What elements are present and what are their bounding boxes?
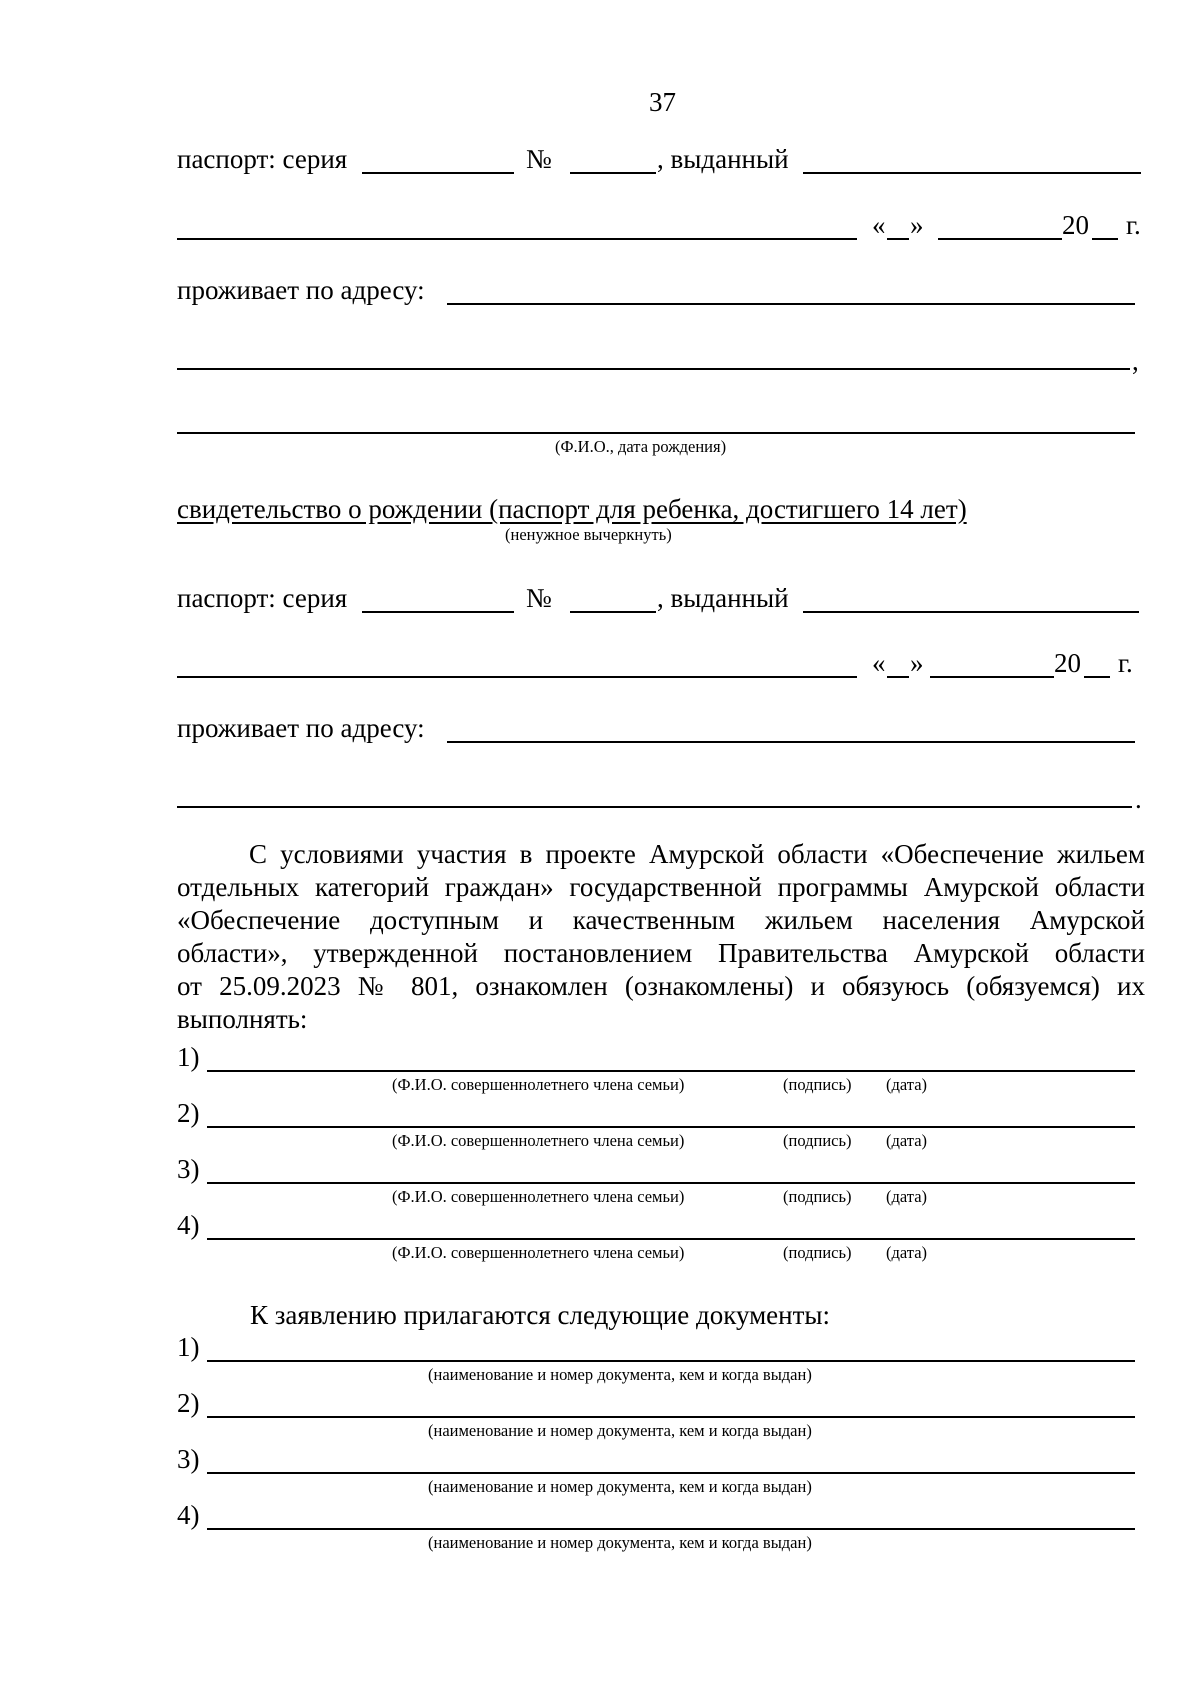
member-date-caption: (дата) [886, 1187, 928, 1206]
address-label: проживает по адресу: [177, 275, 425, 305]
issue-month-field-2[interactable] [930, 676, 1054, 678]
address-field-2-cont[interactable] [177, 806, 1132, 808]
date-close-quote-2: » [910, 648, 924, 678]
attachment-caption: (наименование и номер документа, кем и когда выдан) [428, 1421, 812, 1440]
member-fio-caption: (Ф.И.О. совершеннолетнего члена семьи) [392, 1243, 685, 1262]
address-field[interactable] [447, 303, 1135, 305]
year-prefix: 20 [1062, 210, 1089, 240]
year-suffix-2: г. [1118, 648, 1133, 678]
attachment-number: 3) [177, 1444, 200, 1474]
address-field-2[interactable] [447, 741, 1135, 743]
member-fio-caption: (Ф.И.О. совершеннолетнего члена семьи) [392, 1075, 685, 1094]
member-date-caption: (дата) [886, 1075, 928, 1094]
attachment-caption: (наименование и номер документа, кем и когда выдан) [428, 1365, 812, 1384]
agreement-paragraph [177, 838, 1145, 1036]
member-date-caption: (дата) [886, 1243, 928, 1262]
member-fio-caption: (Ф.И.О. совершеннолетнего члена семьи) [392, 1131, 685, 1150]
member-signature-caption: (подпись) [783, 1187, 852, 1206]
passport-number-field-2[interactable] [570, 611, 656, 613]
passport-issued-by-field[interactable] [803, 172, 1141, 174]
agreement-line-1: С условиями участия в проекте Амурской области «Обеспечение жильем [249, 839, 1145, 869]
attachment-caption: (наименование и номер документа, кем и когда выдан) [428, 1533, 812, 1552]
passport-issued-by-field-cont[interactable] [177, 238, 857, 240]
address-label-2: проживает по адресу: [177, 713, 425, 743]
member-number: 2) [177, 1098, 200, 1128]
passport-series-label: паспорт: серия [177, 144, 348, 174]
passport-number-label: № [526, 144, 552, 174]
member-number: 4) [177, 1210, 200, 1240]
member-date-caption: (дата) [886, 1131, 928, 1150]
address-comma: , [1132, 346, 1139, 376]
address-field-cont[interactable] [177, 368, 1130, 370]
year-suffix: г. [1126, 210, 1141, 240]
agreement-line-5: от 25.09.2023 № 801, ознакомлен (ознакомлены) и обязуюсь (обязуемся) их [177, 971, 1145, 1001]
agreement-line-4: области», утвержденной постановлением Правительства Амурской области [177, 938, 1145, 968]
fio-birthdate-caption: (Ф.И.О., дата рождения) [555, 437, 727, 456]
member-fio-field[interactable] [207, 1238, 1135, 1240]
member-fio-field[interactable] [207, 1182, 1135, 1184]
member-fio-field[interactable] [207, 1126, 1135, 1128]
member-fio-caption: (Ф.И.О. совершеннолетнего члена семьи) [392, 1187, 685, 1206]
issue-year-field[interactable] [1092, 238, 1118, 240]
passport-issued-by-field-2[interactable] [803, 611, 1139, 613]
passport-series-field-2[interactable] [362, 611, 514, 613]
attachment-field[interactable] [207, 1416, 1135, 1418]
passport-issued-label: , выданный [657, 144, 789, 174]
passport-number-field[interactable] [570, 172, 656, 174]
attachment-caption: (наименование и номер документа, кем и когда выдан) [428, 1477, 812, 1496]
attachment-number: 2) [177, 1388, 200, 1418]
issue-year-field-2[interactable] [1084, 676, 1110, 678]
attachment-number: 1) [177, 1332, 200, 1362]
passport-issued-label-2: , выданный [657, 583, 789, 613]
member-signature-caption: (подпись) [783, 1075, 852, 1094]
strike-note-caption: (ненужное вычеркнуть) [505, 525, 672, 544]
year-prefix-2: 20 [1054, 648, 1081, 678]
issue-month-field[interactable] [938, 238, 1062, 240]
attachments-heading: К заявлению прилагаются следующие документы: [250, 1300, 831, 1330]
member-number: 1) [177, 1042, 200, 1072]
issue-day-field[interactable] [887, 238, 909, 240]
attachment-field[interactable] [207, 1472, 1135, 1474]
member-number: 3) [177, 1154, 200, 1184]
member-signature-caption: (подпись) [783, 1243, 852, 1262]
date-close-quote: » [910, 210, 924, 240]
member-signature-caption: (подпись) [783, 1131, 852, 1150]
document-type-heading: свидетельство о рождении (паспорт для ребенка, достигшего 14 лет) [177, 494, 967, 524]
page-number: 37 [649, 87, 676, 117]
passport-number-label-2: № [526, 583, 552, 613]
passport-issued-by-field-2-cont[interactable] [177, 676, 857, 678]
date-open-quote: « [872, 210, 886, 240]
attachment-field[interactable] [207, 1528, 1135, 1530]
address-period: . [1135, 784, 1142, 814]
attachment-number: 4) [177, 1500, 200, 1530]
date-open-quote-2: « [872, 648, 886, 678]
passport-series-field[interactable] [362, 172, 514, 174]
agreement-line-6: выполнять: [177, 1004, 308, 1034]
issue-day-field-2[interactable] [887, 676, 909, 678]
agreement-line-3: «Обеспечение доступным и качественным жильем населения Амурской [177, 905, 1145, 935]
agreement-line-2: отдельных категорий граждан» государственной программы Амурской области [177, 872, 1145, 902]
member-fio-field[interactable] [207, 1070, 1135, 1072]
attachment-field[interactable] [207, 1360, 1135, 1362]
passport-series-label-2: паспорт: серия [177, 583, 348, 613]
fio-birthdate-field[interactable] [177, 432, 1135, 434]
